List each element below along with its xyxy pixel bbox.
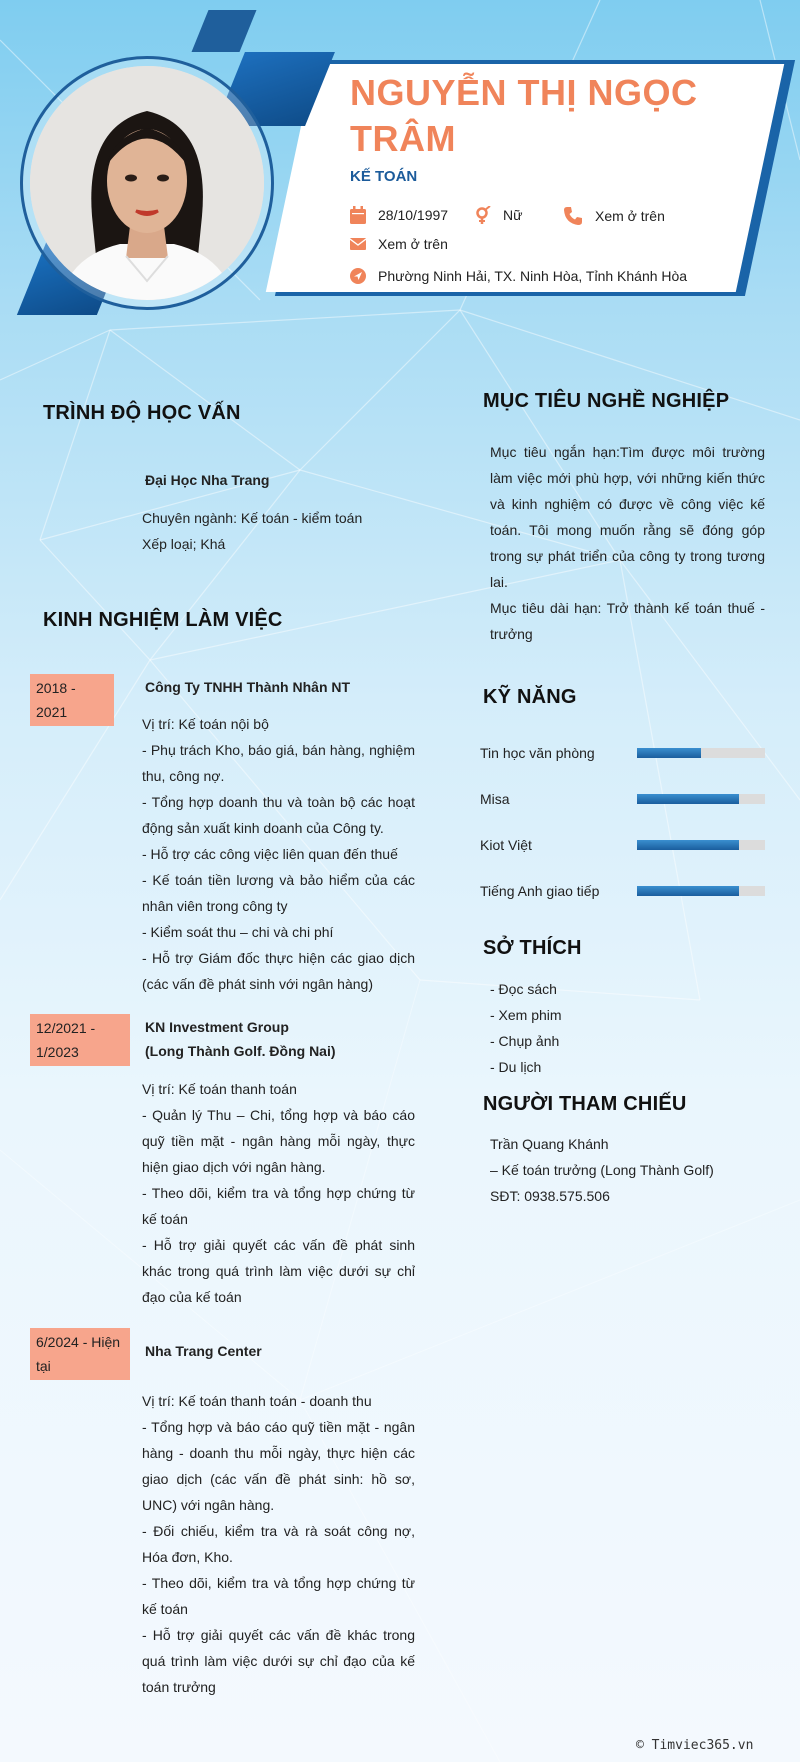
skills-title: KỸ NĂNG — [483, 686, 577, 708]
job-details — [142, 1076, 415, 1310]
references-title: NGƯỜI THAM CHIẾU — [483, 1093, 687, 1115]
gender-value: Nữ — [503, 207, 523, 223]
skill-bar-fill — [637, 794, 739, 804]
phone-row — [563, 206, 665, 226]
objective-short-term: Mục tiêu ngắn hạn:Tìm được môi trường làm việc mới phù hợp, với những kiến thức và kinh nghiệm có được về công việc kế toán. Tôi mong muốn rằng sẽ đóng góp trong sự phát triển của công ty trong tương lai. — [490, 444, 765, 590]
hobbies-title: SỞ THÍCH — [483, 937, 582, 959]
job-date: 2018 - 2021 — [30, 674, 114, 726]
skill-bar — [637, 840, 765, 850]
skill-bar-fill — [637, 840, 739, 850]
location-arrow-icon — [350, 268, 366, 284]
job-details — [142, 711, 415, 997]
job-title: KẾ TOÁN — [350, 168, 418, 185]
objective-text — [490, 439, 765, 647]
job-detail-line: - Đối chiếu, kiểm tra và rà soát công nợ, Hóa đơn, Kho. — [142, 1523, 415, 1565]
skill-bar-fill — [637, 748, 701, 758]
email-row — [350, 236, 448, 252]
skill-bar-fill — [637, 886, 739, 896]
skill-bar — [637, 748, 765, 758]
phone-value: Xem ở trên — [595, 208, 665, 224]
job-detail-line: - Hỗ trợ giải quyết các vấn đề khác trong quá trình làm việc dưới sự chỉ đạo của kế toán trưởng — [142, 1627, 415, 1695]
birthday-value: 28/10/1997 — [378, 207, 449, 223]
avatar — [30, 66, 264, 300]
job-detail-line: - Hỗ trợ Giám đốc thực hiện các giao dịch (các vấn đề phát sinh với ngân hàng) — [142, 950, 415, 992]
footer-credit: © Timviec365.vn — [636, 1738, 754, 1753]
hobby-item: - Chụp ảnh — [490, 1033, 560, 1049]
objective-long-term: Mục tiêu dài hạn: Trở thành kế toán thuế - trưởng — [490, 600, 765, 642]
job-detail-line: Vị trí: Kế toán thanh toán — [142, 1081, 297, 1097]
job-detail-line: - Hỗ trợ các công việc liên quan đến thuế — [142, 846, 398, 862]
school-name: Đại Học Nha Trang — [145, 472, 270, 488]
experience-title: KINH NGHIỆM LÀM VIỆC — [43, 609, 283, 631]
job-detail-line: - Tổng hợp doanh thu và toàn bộ các hoạt động sản xuất kinh doanh của Công ty. — [142, 794, 415, 836]
job-date: 6/2024 - Hiện tại — [30, 1328, 130, 1380]
gender-icon — [475, 206, 491, 224]
job-company: Công Ty TNHH Thành Nhân NT — [145, 679, 351, 695]
email-value: Xem ở trên — [378, 236, 448, 252]
reference-role: – Kế toán trưởng (Long Thành Golf) — [490, 1162, 714, 1178]
birthday-row — [350, 206, 448, 224]
hobby-item: - Đọc sách — [490, 981, 557, 997]
education-major: Chuyên ngành: Kế toán - kiểm toán — [142, 510, 363, 526]
job-details — [142, 1388, 415, 1700]
envelope-icon — [350, 237, 366, 251]
job-detail-line: - Tổng hợp và báo cáo quỹ tiền mặt - ngân hàng - doanh thu mỗi ngày, thực hiện các giao dịch (các vấn đề phát sinh: hồ sơ, UNC) với ngân hàng. — [142, 1419, 415, 1513]
skill-bar — [637, 794, 765, 804]
job-company: KN Investment Group — [145, 1019, 289, 1035]
reference-name: Trần Quang Khánh — [490, 1136, 609, 1152]
gender-row — [475, 206, 522, 224]
education-rank: Xếp loại; Khá — [142, 536, 226, 552]
job-company-location: (Long Thành Golf. Đồng Nai) — [145, 1043, 336, 1059]
job-detail-line: Vị trí: Kế toán nội bộ — [142, 716, 269, 732]
job-detail-line: - Quản lý Thu – Chi, tổng hợp và báo cáo quỹ tiền mặt - ngân hàng mỗi ngày, thực hiện giao dịch với ngân hàng. — [142, 1107, 415, 1175]
job-detail-line: - Hỗ trợ giải quyết các vấn đề phát sinh khác trong quá trình làm việc dưới sự chỉ đạo của kế toán — [142, 1237, 415, 1305]
reference-phone: SĐT: 0938.575.506 — [490, 1188, 610, 1204]
phone-icon — [563, 206, 583, 226]
job-detail-line: Vị trí: Kế toán thanh toán - doanh thu — [142, 1393, 372, 1409]
calendar-icon — [350, 206, 366, 224]
job-detail-line: - Theo dõi, kiểm tra và tổng hợp chứng từ kế toán — [142, 1185, 415, 1227]
job-detail-line: - Kiểm soát thu – chi và chi phí — [142, 924, 334, 940]
hobby-item: - Du lịch — [490, 1059, 542, 1075]
skill-name: Misa — [480, 791, 510, 807]
skill-name: Tin học văn phòng — [480, 745, 595, 761]
skill-name: Kiot Việt — [480, 837, 532, 853]
job-date: 12/2021 - 1/2023 — [30, 1014, 130, 1066]
job-detail-line: - Phụ trách Kho, báo giá, bán hàng, nghiệm thu, công nợ. — [142, 742, 415, 784]
job-detail-line: - Theo dõi, kiểm tra và tổng hợp chứng từ kế toán — [142, 1575, 415, 1617]
skill-bar — [637, 886, 765, 896]
skill-name: Tiếng Anh giao tiếp — [480, 883, 600, 899]
job-company: Nha Trang Center — [145, 1343, 262, 1359]
education-title: TRÌNH ĐỘ HỌC VẤN — [43, 402, 241, 424]
job-detail-line: - Kế toán tiền lương và bảo hiểm của các nhân viên trong công ty — [142, 872, 415, 914]
objective-title: MỤC TIÊU NGHỀ NGHIỆP — [483, 390, 730, 412]
address-value: Phường Ninh Hải, TX. Ninh Hòa, Tỉnh Khánh Hòa — [378, 268, 688, 284]
address-row — [350, 268, 687, 284]
hobby-item: - Xem phim — [490, 1007, 562, 1023]
candidate-name: NGUYỄN THỊ NGỌC TRÂM — [350, 72, 698, 159]
